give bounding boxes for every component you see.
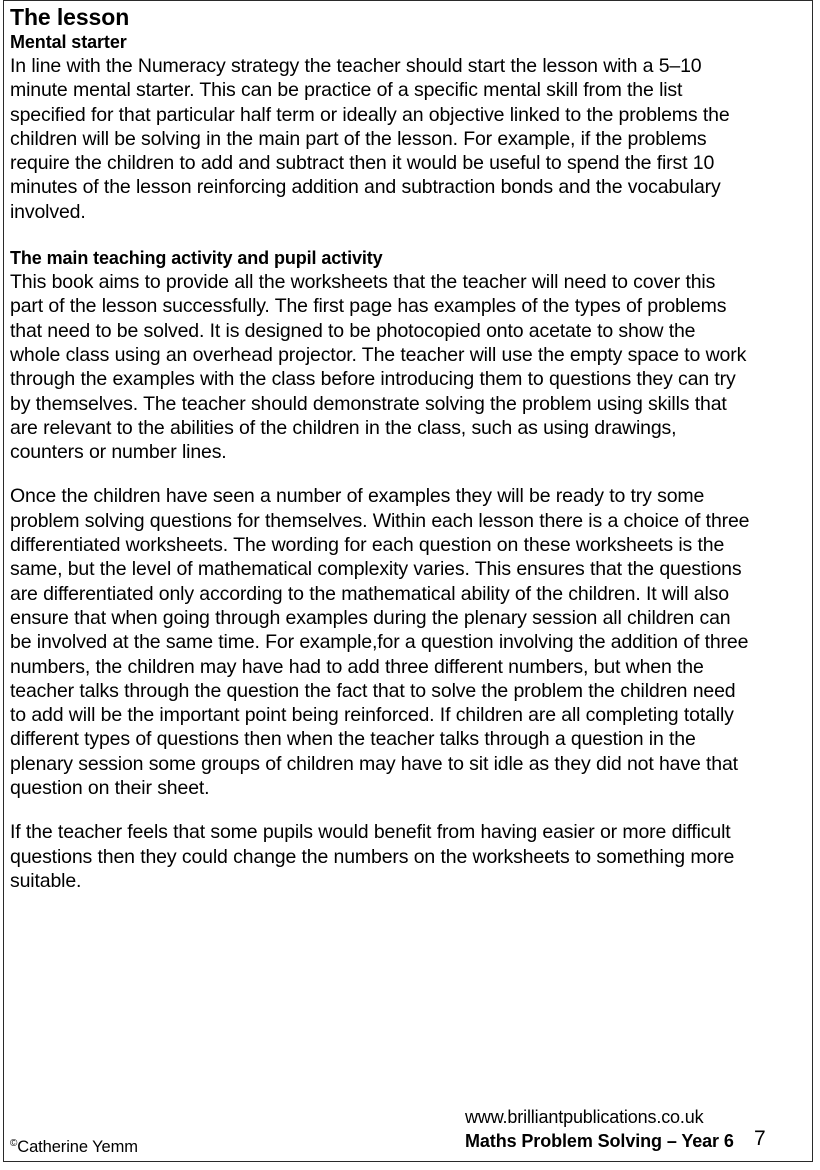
paragraph-mental-starter: In line with the Numeracy strategy the teacher should start the lesson with a 5–10 minute mental starter. This can be practice of a specific mental skill from the list specified for that particular half term or ideally an objective linked to the problems the children will be solving in the main part of the lesson. For example, if the problems require the children to add and subtract then it would be useful to spend the first 10 minutes of the lesson reinforcing addition and subtraction bonds and the vocabulary involved. [10,55,730,223]
footer-copyright-name: Catherine Yemm [17,1138,138,1156]
page-frame-right-rule [812,0,813,1162]
page-content [10,4,750,893]
footer-book-title: Maths Problem Solving – Year 6 [465,1131,734,1151]
footer-book-line [465,1129,810,1153]
footer-page-number: 7 [754,1127,766,1150]
paragraph-main-activity-2: Once the children have seen a number of examples they will be ready to try some problem solving questions for themselves. Within each lesson there is a choice of three differentiated worksheets. The wording for each question on these worksheets is the same, but the level of mathematical complexity varies. This ensures that the questions are differentiated only according to the mathematical ability of the children. It will also ensure that when going through examples during the plenary session all children can be involved at the same time. For example,for a question involving the addition of three numbers, the children may have had to add three different numbers, but when the teacher talks through the question the fact that to solve the problem the children need to add will be the important point being reinforced. If children are all completing totally different types of questions then when the teacher talks through a question in the plenary session some groups of children may have to sit idle as they did not have that question on their sheet. [10,485,750,800]
footer-copyright [10,1134,138,1157]
paragraph-main-activity-3: If the teacher feels that some pupils would benefit from having easier or more difficult questions then they could change the numbers on the worksheets to something more suitable. [10,821,735,892]
copyright-icon: © [10,1138,18,1149]
footer-publisher-block [465,1106,810,1153]
page-footer [10,1100,810,1155]
section-heading-mental-starter: Mental starter [10,32,127,52]
page-frame-left-rule [3,0,4,1162]
page-frame-bottom-rule [3,1161,813,1162]
section-heading-main-activity: The main teaching activity and pupil activity [10,248,383,269]
page-frame-top-rule [3,0,813,1]
page-title: The lesson [10,4,130,30]
paragraph-main-activity-1: This book aims to provide all the worksheets that the teacher will need to cover this part of the lesson successfully. The first page has examples of the types of problems that need to be solved. It is designed to be photocopied onto acetate to show the whole class using an overhead projector. The teacher will use the empty space to work through the examples with the class before introducing them to questions they can try by themselves. The teacher should demonstrate solving the problem using skills that are relevant to the abilities of the children in the class, such as using drawings, counters or number lines. [10,271,747,464]
footer-website-link[interactable]: www.brilliantpublications.co.uk [465,1107,704,1127]
